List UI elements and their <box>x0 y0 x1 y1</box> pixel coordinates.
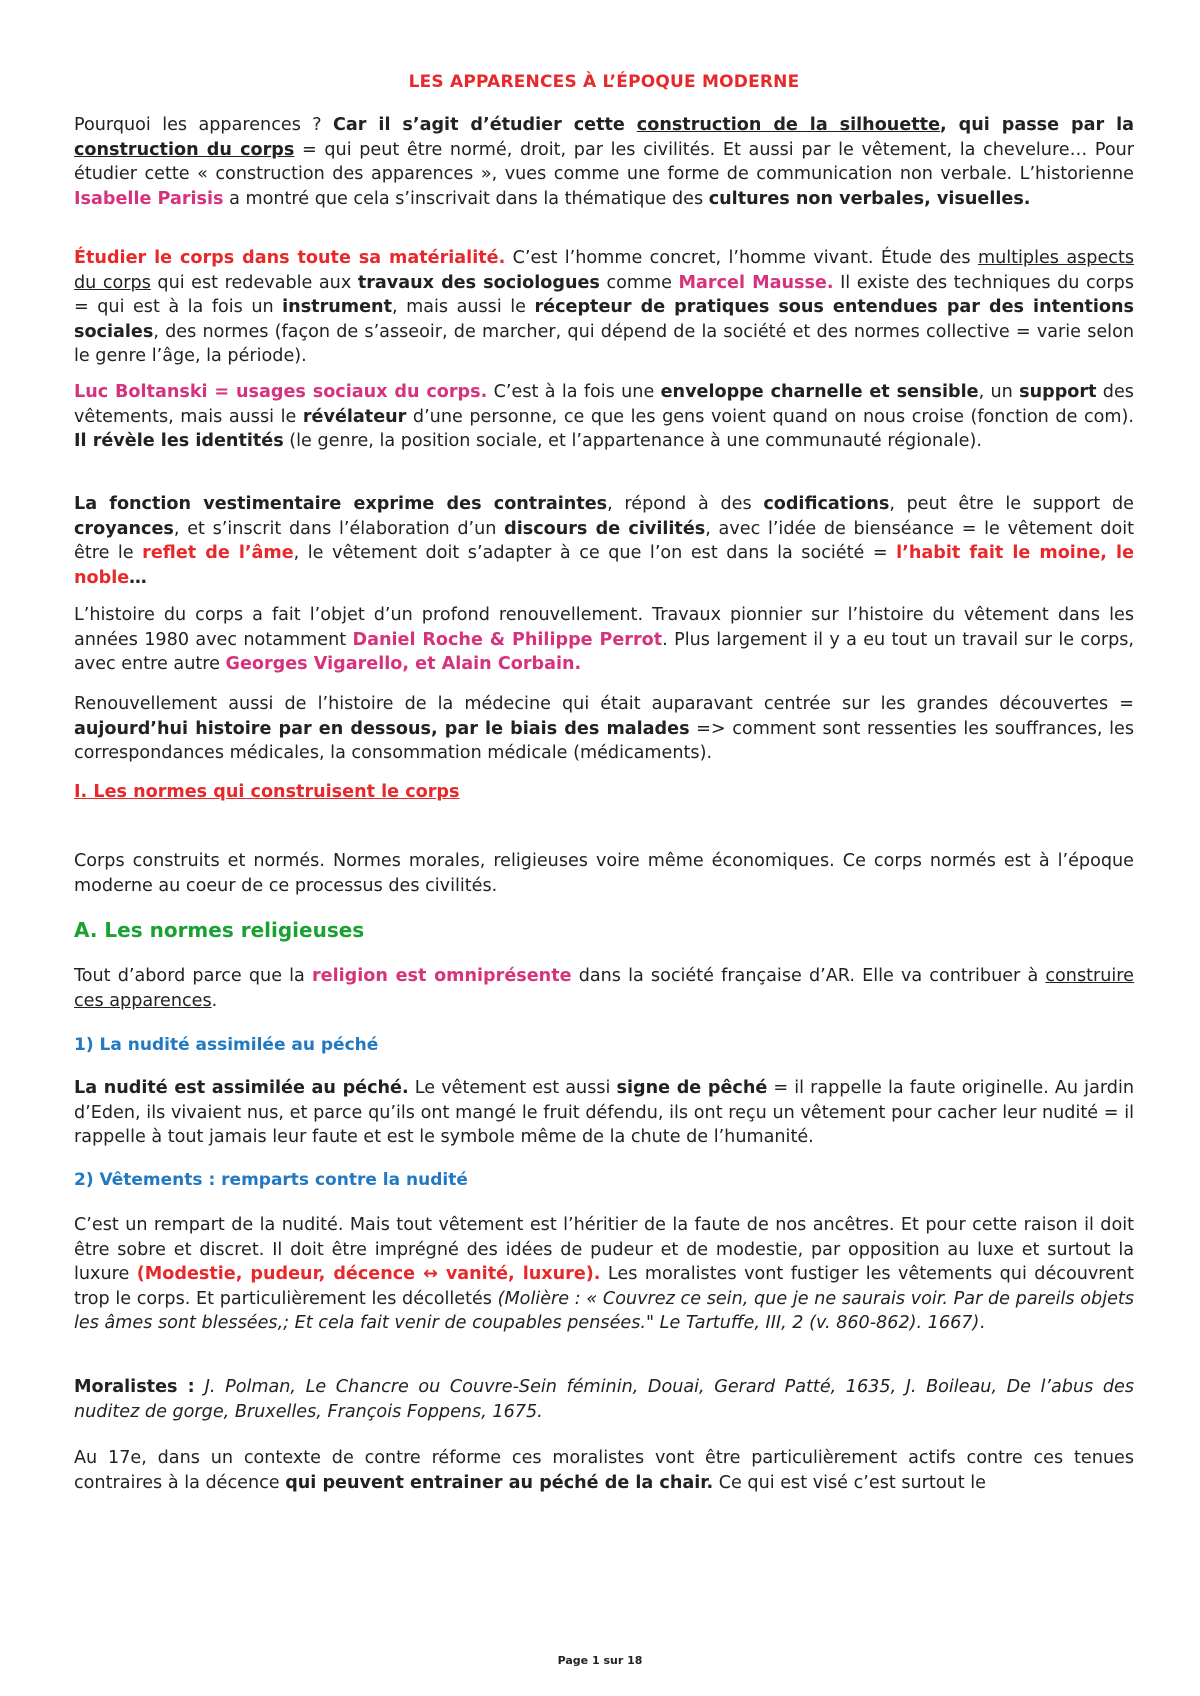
text-bold: Car il s’agit d’étudier cette <box>333 115 637 135</box>
text-underline: construire ces apparences <box>74 966 1134 1011</box>
paragraph-norms: Corps construits et normés. Normes morales, religieuses voire même économiques. Ce corps normés est à l’époque moderne au coeur de ce processus des civilités. <box>74 851 1134 896</box>
section-heading: I. Les normes qui construisent le corps <box>74 782 460 802</box>
subsection-heading: A. Les normes religieuses <box>74 918 365 942</box>
text-bold-underline: construction de la silhouette <box>636 115 941 135</box>
paragraph-nudity <box>74 1076 1134 1150</box>
text-bold: récepteur de pratiques sous entendues par des intentions sociales <box>74 297 1134 342</box>
text-bold: codifications <box>763 494 890 514</box>
text: a montré que cela s’inscrivait dans la thématique des <box>223 188 709 209</box>
text-bold: Moralistes : <box>74 1377 205 1397</box>
text-bold-underline: construction du corps <box>74 139 295 160</box>
text: . <box>979 1313 985 1333</box>
paragraph-religion <box>74 964 1134 1013</box>
text-bold: révélateur <box>302 406 407 427</box>
text: Il existe des techniques du corps = qui est à la fois un <box>74 272 1135 317</box>
text: , un <box>978 382 1020 402</box>
text-bold: La fonction vestimentaire exprime des contraintes <box>74 494 608 514</box>
sub-subsection-heading: 1) La nudité assimilée au péché <box>74 1035 379 1055</box>
text: , peut être le support de <box>889 494 1135 514</box>
text-bold: qui peuvent entrainer au péché de la chair. <box>285 1472 714 1493</box>
text-bold: La nudité est assimilée au péché. <box>74 1078 409 1098</box>
text-italic-quote: (Molière : « Couvrez ce sein, que je ne saurais voir. Par de pareils objets les âmes sont blessées,; Et cela fait venir de coupables pensées." Le Tartuffe, III, 2 (v. 860-862). 1667) <box>74 1288 1134 1333</box>
page-footer: Page 1 sur 18 <box>557 1654 643 1667</box>
highlight-name: Luc Boltanski = usages sociaux du corps. <box>74 382 488 402</box>
text: , des normes (façon de s’asseoir, de marcher, qui dépend de la société et des normes collective = varie selon le genre l’âge, la période). <box>74 321 1134 366</box>
highlight-name: Georges Vigarello, et Alain Corbain. <box>225 654 582 674</box>
text: Tout d’abord parce que la <box>74 966 312 986</box>
text: comme <box>599 272 679 293</box>
text-bold: croyances <box>74 518 174 539</box>
text: Le vêtement est aussi <box>408 1078 617 1098</box>
text: = il rappelle la faute originelle. Au jardin d’Eden, ils vivaient nus, et parce qu’ils ont mangé le fruit défendu, ils ont reçu un vêtement pour cacher leur nudité = il rappelle à tout jamais leur faute et est le symbole même de la chute de l’humanité. <box>74 1078 1134 1147</box>
text: , et s’inscrit dans l’élaboration d’un <box>173 518 505 539</box>
text-bold: instrument <box>282 297 392 317</box>
paragraph-medicine <box>74 692 1134 766</box>
text: , avec l’idée de bienséance = le vêtement doit être le <box>74 518 1134 563</box>
paragraph-vestimentaire <box>74 492 1134 590</box>
highlight-name: Daniel Roche & Philippe Perrot <box>352 629 663 650</box>
text-bold: signe de pêché <box>616 1078 768 1098</box>
highlight-name: Marcel Mausse. <box>678 272 834 293</box>
text-italic: J. Polman, Le Chancre ou Couvre-Sein féminin, Douai, Gerard Patté, 1635, J. Boileau, De l’abus des nuditez de gorge, Bruxelles, François Foppens, 1675. <box>74 1377 1135 1422</box>
highlight-red: Étudier le corps dans toute sa matérialité. <box>74 248 506 268</box>
text: L’histoire du corps a fait l’objet d’un profond renouvellement. Travaux pionnier sur l’histoire du vêtement dans les années 1980 avec notamment <box>74 605 1134 650</box>
text: , répond à des <box>607 494 764 514</box>
text: . Plus largement il y a eu tout un travail sur le corps, avec entre autre <box>74 629 1134 674</box>
text: C’est un rempart de la nudité. Mais tout vêtement est l’héritier de la faute de nos ancêtres. Et pour cette raison il doit être sobre et discret. Il doit être imprégné des idées de pudeur et de modestie, par opposition au luxe et surtout la luxure <box>74 1215 1134 1284</box>
text: Les moralistes vont fustiger les vêtements qui découvrent trop le corps. Et particulièrement les décolletés <box>74 1264 1134 1309</box>
sub-subsection-heading: 2) Vêtements : remparts contre la nudité <box>74 1170 468 1190</box>
text-bold: aujourd’hui histoire par en dessous, par le biais des malades <box>74 718 690 739</box>
paragraph-history <box>74 603 1134 677</box>
text-bold: , qui passe par la <box>940 115 1134 135</box>
text: C’est à la fois une <box>487 382 661 402</box>
text: C’est l’homme concret, l’homme vivant. Étude des <box>505 248 978 268</box>
paragraph-moralists <box>74 1375 1134 1424</box>
text-bold: enveloppe charnelle et sensible <box>660 382 979 402</box>
text: Pourquoi les apparences ? <box>74 115 334 135</box>
text-underline: multiples aspects du corps <box>74 248 1135 293</box>
text-bold: travaux des sociologues <box>357 272 600 293</box>
highlight-red: reflet de l’âme <box>142 543 294 563</box>
highlight-red: (Modestie, pudeur, décence ↔ vanité, luxure). <box>136 1264 601 1284</box>
text: = qui peut être normé, droit, par les civilités. Et aussi par le vêtement, la chevelure… Pour étudier cette « construction des apparences », vues comme une forme de communication non verbale. L’historienne <box>74 139 1134 184</box>
paragraph-boltanski <box>74 380 1134 454</box>
text: Au 17e, dans un contexte de contre réforme ces moralistes vont être particulièrement actifs contre ces tenues contraires à la décence <box>74 1448 1134 1493</box>
text: Ce qui est visé c’est surtout le <box>713 1472 986 1493</box>
text-bold: … <box>129 567 147 588</box>
text: , mais aussi le <box>392 297 535 317</box>
document-title: LES APPARENCES À L’ÉPOQUE MODERNE <box>408 72 800 92</box>
paragraph-17th-century <box>74 1446 1134 1495</box>
text: d’une personne, ce que les gens voient quand on nous croise (fonction de com). <box>406 406 1134 427</box>
text: dans la société française d’AR. Elle va contribuer à <box>571 966 1046 986</box>
highlight-name: Isabelle Parisis <box>74 188 224 209</box>
paragraph-intro <box>74 113 1134 211</box>
paragraph-rampart <box>74 1213 1134 1336</box>
highlight-red: l’habit fait le moine, le noble <box>74 543 1135 588</box>
text-bold: discours de civilités <box>504 518 706 539</box>
text: Renouvellement aussi de l’histoire de la médecine qui était auparavant centrée sur les grandes découvertes = <box>74 694 1134 714</box>
text: => comment sont ressenties les souffrances, les correspondances médicales, la consommation médicale (médicaments). <box>74 718 1135 763</box>
text-bold: support <box>1019 382 1097 402</box>
text: qui est redevable aux <box>150 272 358 293</box>
text: , le vêtement doit s’adapter à ce que l’on est dans la société = <box>293 543 897 563</box>
text: des vêtements, mais aussi le <box>74 382 1134 427</box>
text: . <box>211 990 218 1011</box>
text-bold: cultures non verbales, visuelles. <box>708 188 1031 209</box>
text: (le genre, la position sociale, et l’appartenance à une communauté régionale). <box>283 431 982 451</box>
text-bold: Il révèle les identités <box>74 431 284 451</box>
paragraph-body-materiality <box>74 246 1134 369</box>
highlight-pink: religion est omniprésente <box>312 966 572 986</box>
